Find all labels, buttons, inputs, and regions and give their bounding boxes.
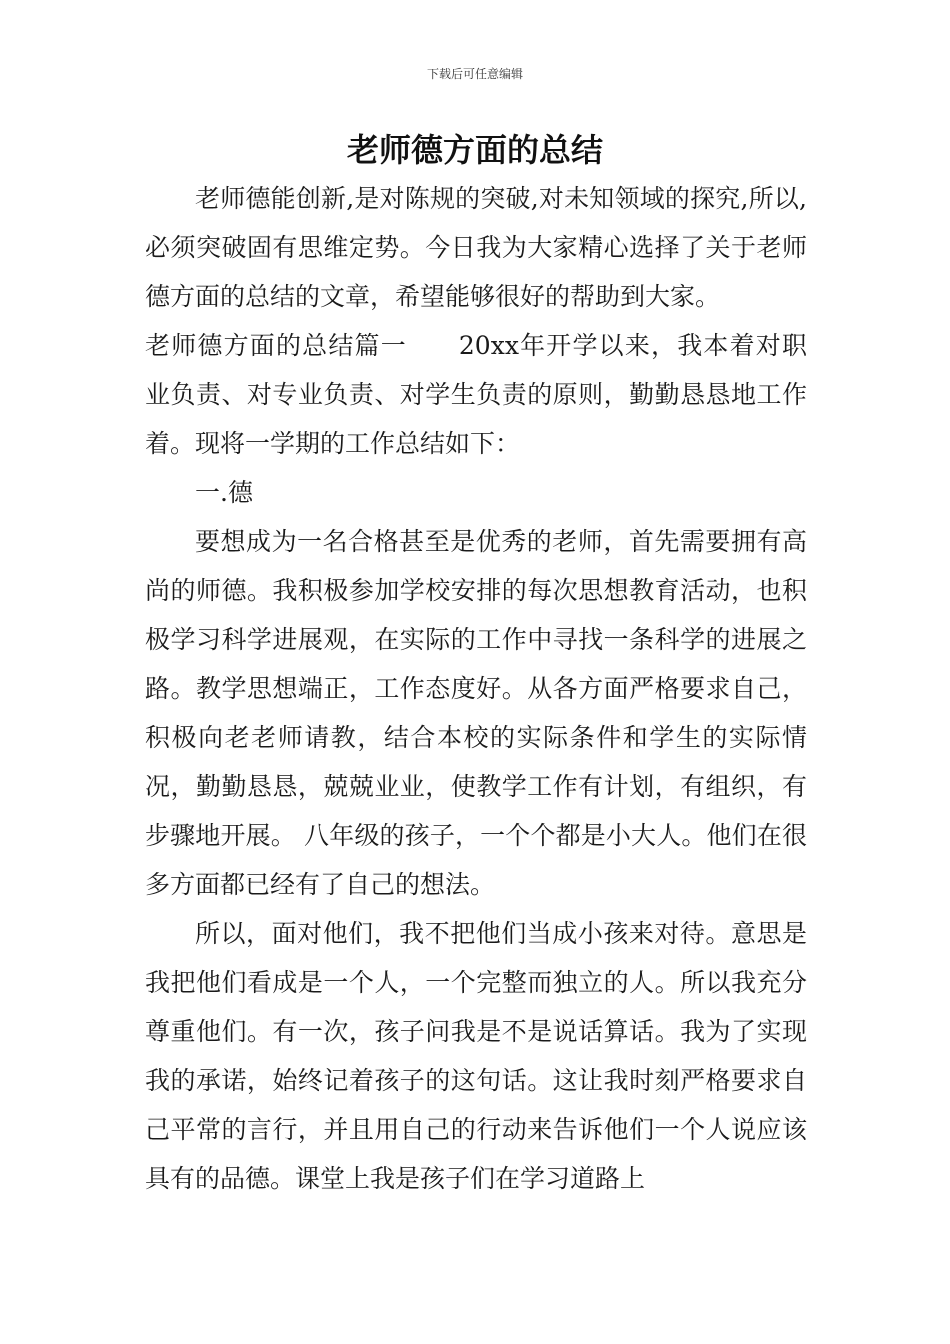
document-title: 老师德方面的总结 (346, 131, 603, 169)
section-lead-text: 20xx年开学以来，我本着对职业负责、对专业负责、对学生负责的原则，勤勤恳恳地工作着。现将一学期的工作总结如下： (145, 331, 807, 458)
body-paragraph: 要想成为一名合格甚至是优秀的老师，首先需要拥有高尚的师德。我积极参加学校安排的每次思想教育活动，也积极学习科学进展观，在实际的工作中寻找一条科学的进展之路。教学思想端正，工作态度好。从各方面严格要求自己，积极向老老师请教，结合本校的实际条件和学生的实际情况，勤勤恳恳，兢兢业业，使教学工作有计划，有组织，有步骤地开展。 八年级的孩子，一个个都是小大人。他们在很多方面都已经有了自己的想法。 (145, 527, 807, 899)
document-body (145, 174, 807, 1203)
header-note: 下载后可任意编辑 (426, 67, 523, 81)
section-heading: 老师德方面的总结篇一 (145, 331, 407, 360)
intro-paragraph: 老师德能创新,是对陈规的突破,对未知领域的探究,所以,必须突破固有思维定势。今日我为大家精心选择了关于老师德方面的总结的文章，希望能够很好的帮助到大家。 (145, 184, 807, 311)
body-paragraph: 所以，面对他们，我不把他们当成小孩来对待。意思是我把他们看成是一个人，一个完整而独立的人。所以我充分尊重他们。有一次，孩子问我是不是说话算话。我为了实现我的承诺，始终记着孩子的这句话。这让我时刻严格要求自己平常的言行，并且用自己的行动来告诉他们一个人说应该具有的品德。课堂上我是孩子们在学习道路上 (145, 919, 807, 1193)
subheading-de: 一.德 (195, 478, 253, 507)
section-paragraph (145, 321, 807, 468)
